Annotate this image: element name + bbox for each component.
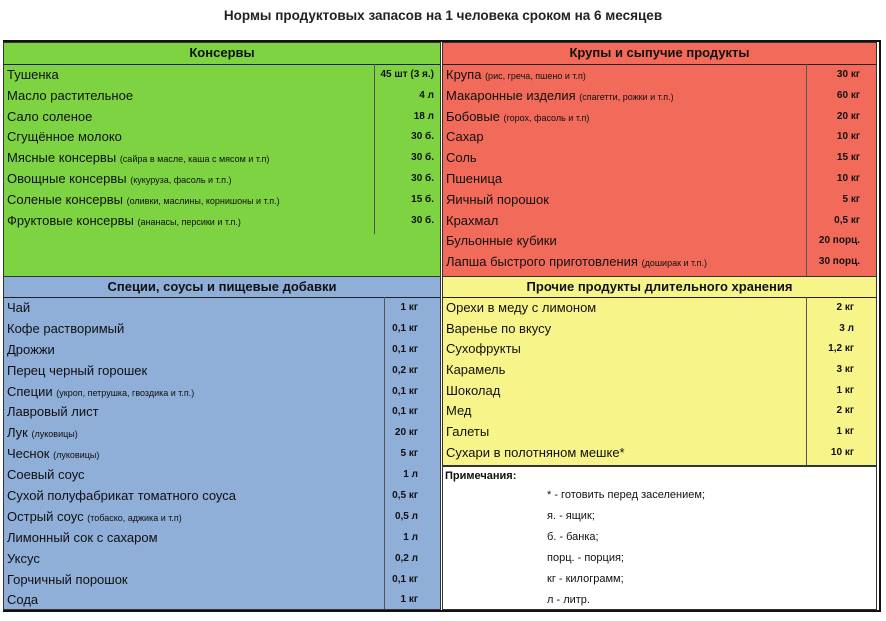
item-label: Сухой полуфабрикат томатного соуса (7, 488, 237, 504)
item-quantity: 0,5 л (394, 510, 418, 522)
longterm-panel (442, 276, 877, 466)
list-item (4, 402, 440, 423)
list-item (4, 86, 440, 107)
item-quantity: 2 кг (836, 302, 854, 313)
item-note: (доширак и т.п.) (641, 258, 708, 269)
list-item (4, 382, 440, 403)
item-quantity: 20 кг (394, 427, 418, 439)
list-item (443, 443, 876, 464)
item-label: Острый соус (7, 508, 84, 524)
item-label: Сало соленое (7, 108, 93, 124)
item-label: Бульонные кубики (446, 233, 557, 249)
item-note: (ананасы, персики и т.п.) (137, 216, 241, 227)
item-label: Лавровый лист (7, 404, 99, 420)
item-label: Сода (7, 592, 39, 608)
item-name (7, 65, 59, 86)
item-name (446, 360, 505, 381)
list-item (4, 486, 440, 507)
item-name (7, 507, 182, 529)
item-label: Мясные консервы (7, 150, 117, 166)
item-name (446, 443, 625, 464)
item-label: Уксус (7, 550, 40, 566)
item-name (7, 148, 269, 170)
item-name (7, 570, 128, 591)
item-label: Сгущённое молоко (7, 129, 122, 145)
canned-header: Консервы (4, 43, 440, 65)
item-quantity: 1 кг (400, 302, 418, 313)
item-quantity: 15 кг (836, 152, 860, 164)
list-item (4, 169, 440, 190)
list-item (443, 231, 876, 252)
item-note: (сайра в масле, каша с мясом и т.п) (119, 154, 270, 165)
item-label: Дрожжи (7, 341, 55, 357)
item-name (446, 231, 557, 252)
item-label: Крахмал (446, 212, 499, 228)
spices-header: Специи, соусы и пищевые добавки (4, 277, 440, 298)
list-item (4, 211, 440, 232)
item-name (446, 319, 551, 340)
item-quantity: 0,1 кг (392, 385, 418, 397)
item-label: Фруктовые консервы (7, 212, 134, 228)
item-quantity: 5 кг (400, 448, 418, 460)
item-label: Горчичный порошок (7, 571, 128, 587)
item-note: (спагетти, рожки и т.п.) (579, 91, 674, 102)
item-quantity: 30 б. (411, 172, 434, 184)
item-name (7, 486, 236, 507)
item-label: Масло растительное (7, 87, 134, 103)
item-name (7, 528, 158, 549)
notes-panel (442, 466, 877, 610)
spices-list (4, 298, 440, 610)
grains-panel (442, 42, 877, 278)
item-label: Тушенка (7, 67, 59, 82)
item-label: Лапша быстрого приготовления (446, 254, 638, 270)
item-name (446, 86, 674, 108)
note-line: * - готовить перед заселением; (547, 489, 705, 501)
list-item (4, 570, 440, 591)
list-item (443, 65, 876, 86)
note-line: порц. - порция; (547, 552, 624, 564)
item-quantity: 1,2 кг (828, 343, 854, 355)
item-quantity: 3 кг (836, 364, 854, 376)
item-label: Пшеница (446, 170, 503, 186)
list-item (4, 444, 440, 465)
item-quantity: 0,2 л (394, 552, 418, 564)
item-quantity: 1 кг (836, 426, 854, 438)
item-quantity: 0,1 кг (392, 343, 418, 355)
list-item (4, 65, 440, 86)
item-quantity: 5 кг (842, 193, 860, 205)
list-item (443, 319, 876, 340)
spices-panel (3, 276, 441, 610)
item-name (7, 444, 99, 466)
item-name (7, 549, 40, 570)
list-item (443, 86, 876, 107)
item-name (7, 211, 241, 233)
item-quantity: 60 кг (836, 89, 860, 101)
item-quantity: 0,1 кг (392, 406, 418, 418)
list-item (4, 528, 440, 549)
list-item (4, 148, 440, 169)
list-item (4, 507, 440, 528)
item-name (446, 65, 586, 87)
longterm-header: Прочие продукты длительного хранения (443, 277, 876, 298)
list-item (443, 360, 876, 381)
item-name (7, 169, 232, 191)
item-quantity: 18 л (413, 110, 434, 122)
item-quantity: 10 кг (830, 446, 854, 458)
item-label: Соевый соус (7, 467, 85, 483)
item-quantity: 3 л (839, 322, 854, 334)
item-name (446, 148, 477, 169)
item-quantity: 10 кг (836, 172, 860, 184)
list-item (4, 465, 440, 486)
grains-header: Крупы и сыпучие продукты (443, 43, 876, 65)
item-quantity: 30 кг (836, 69, 860, 80)
item-quantity: 0,1 кг (392, 573, 418, 585)
list-item (4, 107, 440, 128)
list-item (443, 148, 876, 169)
item-name (446, 401, 472, 422)
item-label: Чай (7, 300, 31, 315)
list-item (443, 298, 876, 319)
item-quantity: 1 кг (836, 384, 854, 396)
item-label: Перец черный горошек (7, 362, 148, 378)
list-item (4, 549, 440, 570)
item-label: Крупа (446, 67, 482, 82)
list-item (4, 590, 440, 610)
item-label: Сахар (446, 129, 484, 145)
item-name (7, 590, 38, 610)
item-quantity: 20 кг (836, 110, 860, 122)
item-name (7, 127, 122, 148)
item-name (7, 382, 194, 404)
list-item (4, 423, 440, 444)
list-item (443, 211, 876, 232)
item-note: (укроп, петрушка, гвоздика и т.п.) (56, 387, 195, 398)
item-label: Яичный порошок (446, 191, 549, 207)
item-label: Соленые консервы (7, 191, 123, 207)
item-note: (тобаско, аджика и т.п) (87, 512, 182, 523)
list-item (443, 339, 876, 360)
note-line: л - литр. (547, 594, 590, 606)
list-item (443, 127, 876, 148)
item-name (446, 422, 489, 443)
item-label: Мед (446, 403, 472, 419)
item-quantity: 20 порц. (818, 235, 860, 247)
item-quantity: 30 б. (411, 214, 434, 226)
item-name (446, 339, 521, 360)
page-title: Нормы продуктовых запасов на 1 человека сроком на 6 месяцев (223, 8, 663, 23)
item-name (446, 211, 498, 232)
item-note: (оливки, маслины, корнишоны и т.п.) (126, 195, 280, 206)
item-quantity: 2 кг (836, 405, 854, 417)
item-name (446, 252, 707, 274)
item-label: Галеты (446, 424, 490, 440)
item-label: Шоколад (446, 382, 501, 398)
item-name (446, 169, 502, 190)
item-quantity: 1 кг (400, 594, 418, 606)
list-item (4, 190, 440, 211)
item-quantity: 0,5 кг (392, 490, 418, 502)
item-name (7, 298, 30, 319)
item-name (7, 319, 124, 340)
item-note: (луковицы) (53, 450, 100, 461)
item-quantity: 0,1 кг (392, 322, 418, 334)
item-name (446, 107, 589, 129)
canned-panel (3, 42, 441, 278)
note-line: б. - банка; (547, 531, 599, 543)
list-item (443, 190, 876, 211)
item-quantity: 1 л (403, 469, 418, 481)
item-name (7, 190, 280, 212)
item-name (7, 402, 99, 423)
list-item (4, 340, 440, 361)
item-label: Чеснок (7, 446, 50, 462)
item-quantity: 45 шт (3 я.) (380, 69, 434, 80)
item-note: (луковицы) (31, 429, 78, 440)
item-label: Специи (7, 383, 53, 399)
list-item (443, 252, 876, 273)
item-label: Сухари в полотняном мешке* (446, 444, 625, 460)
item-name (446, 298, 596, 319)
note-line: кг - килограмм; (547, 573, 624, 585)
item-label: Орехи в меду с лимоном (446, 300, 597, 315)
item-label: Макаронные изделия (446, 87, 576, 103)
item-quantity: 0,5 кг (834, 214, 860, 226)
list-item (4, 361, 440, 382)
list-item (443, 381, 876, 402)
item-label: Варенье по вкусу (446, 320, 552, 336)
item-quantity: 30 б. (411, 152, 434, 164)
item-name (7, 86, 133, 107)
item-name (446, 127, 484, 148)
item-name (7, 361, 147, 382)
item-quantity: 0,2 кг (392, 364, 418, 376)
item-quantity: 15 б. (411, 193, 434, 205)
item-label: Кофе растворимый (7, 320, 125, 336)
item-note: (рис, греча, пшено и т.п) (485, 71, 586, 81)
longterm-list (443, 298, 876, 464)
item-label: Бобовые (446, 108, 500, 124)
item-name (7, 465, 85, 486)
list-item (443, 107, 876, 128)
list-item (443, 169, 876, 190)
list-item (4, 319, 440, 340)
item-quantity: 30 б. (411, 131, 434, 143)
item-name (7, 423, 78, 445)
item-quantity: 4 л (419, 89, 434, 101)
list-item (443, 422, 876, 443)
note-line: я. - ящик; (547, 510, 595, 522)
list-item (4, 298, 440, 319)
item-quantity: 1 л (403, 531, 418, 543)
item-note: (кукуруза, фасоль и т.п.) (130, 174, 232, 185)
item-label: Карамель (446, 362, 506, 378)
list-item (443, 401, 876, 422)
item-label: Соль (446, 150, 477, 166)
item-label: Овощные консервы (7, 170, 127, 186)
item-quantity: 30 порц. (818, 256, 860, 268)
notes-title: Примечания: (445, 470, 517, 482)
list-item (4, 127, 440, 148)
item-label: Лимонный сок с сахаром (7, 529, 158, 545)
item-note: (горох, фасоль и т.п) (503, 112, 590, 123)
item-label: Сухофрукты (446, 341, 521, 357)
item-name (446, 190, 549, 211)
canned-list (4, 65, 440, 231)
item-name (7, 107, 92, 128)
item-name (446, 381, 500, 402)
item-label: Лук (7, 425, 28, 441)
item-quantity: 10 кг (836, 131, 860, 143)
grains-list (443, 65, 876, 273)
item-name (7, 340, 55, 361)
